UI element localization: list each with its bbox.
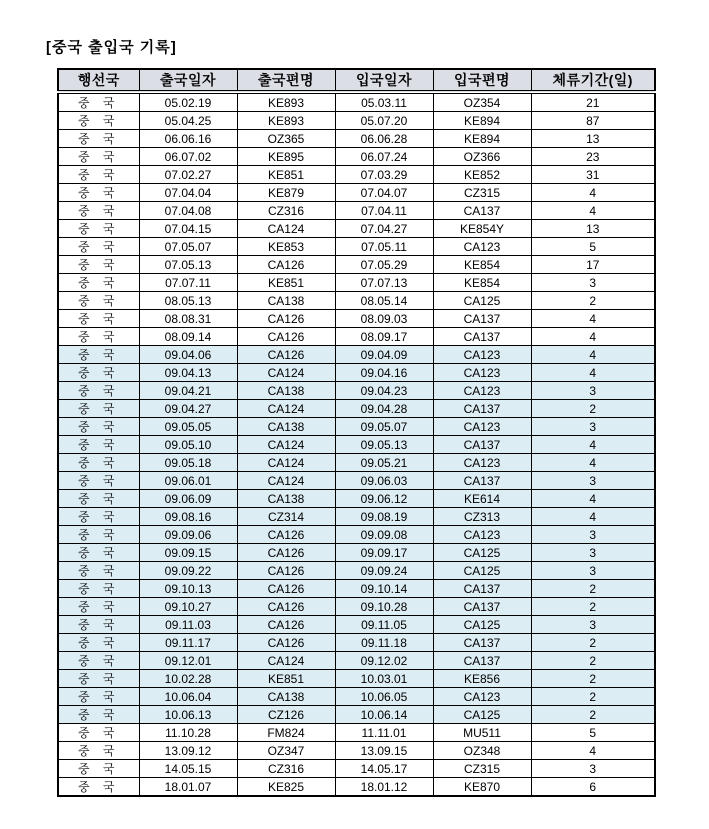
cell-stay-days: 31 [531, 166, 655, 184]
cell-depart-flight: KE893 [237, 92, 335, 112]
cell-depart-date: 08.05.13 [139, 292, 237, 310]
column-header-depart_flight: 출국편명 [237, 69, 335, 92]
cell-country: 중 국 [58, 634, 139, 652]
cell-depart-date: 09.05.18 [139, 454, 237, 472]
cell-stay-days: 3 [531, 760, 655, 778]
table-row [58, 256, 655, 274]
cell-country: 중 국 [58, 742, 139, 760]
cell-stay-days: 2 [531, 400, 655, 418]
cell-depart-flight: CA124 [237, 436, 335, 454]
cell-depart-flight: CA126 [237, 634, 335, 652]
cell-country: 중 국 [58, 598, 139, 616]
table-row [58, 670, 655, 688]
cell-depart-date: 09.08.16 [139, 508, 237, 526]
table-row [58, 202, 655, 220]
cell-arrive-flight: CA137 [433, 310, 531, 328]
cell-arrive-flight: CA125 [433, 292, 531, 310]
cell-arrive-date: 06.06.28 [335, 130, 433, 148]
cell-arrive-date: 07.07.13 [335, 274, 433, 292]
cell-depart-date: 18.01.07 [139, 778, 237, 797]
cell-country: 중 국 [58, 688, 139, 706]
cell-country: 중 국 [58, 472, 139, 490]
cell-stay-days: 4 [531, 508, 655, 526]
cell-arrive-flight: CA137 [433, 328, 531, 346]
cell-depart-flight: KE851 [237, 670, 335, 688]
cell-arrive-date: 06.07.24 [335, 148, 433, 166]
cell-arrive-flight: CA137 [433, 652, 531, 670]
cell-arrive-date: 09.10.14 [335, 580, 433, 598]
cell-arrive-flight: CA123 [433, 454, 531, 472]
cell-stay-days: 4 [531, 364, 655, 382]
table-row [58, 130, 655, 148]
cell-stay-days: 4 [531, 490, 655, 508]
cell-stay-days: 2 [531, 580, 655, 598]
cell-arrive-flight: CZ315 [433, 184, 531, 202]
cell-stay-days: 4 [531, 310, 655, 328]
cell-depart-flight: CA126 [237, 616, 335, 634]
cell-depart-flight: CA124 [237, 652, 335, 670]
cell-arrive-date: 10.06.05 [335, 688, 433, 706]
cell-arrive-date: 08.09.03 [335, 310, 433, 328]
cell-arrive-date: 09.05.07 [335, 418, 433, 436]
cell-country: 중 국 [58, 328, 139, 346]
table-row [58, 166, 655, 184]
cell-depart-date: 05.02.19 [139, 92, 237, 112]
cell-depart-flight: CA126 [237, 256, 335, 274]
cell-depart-flight: CA126 [237, 526, 335, 544]
cell-arrive-flight: KE870 [433, 778, 531, 797]
cell-country: 중 국 [58, 670, 139, 688]
cell-arrive-flight: CA123 [433, 238, 531, 256]
cell-stay-days: 2 [531, 652, 655, 670]
table-row [58, 526, 655, 544]
cell-arrive-date: 09.11.05 [335, 616, 433, 634]
cell-country: 중 국 [58, 418, 139, 436]
cell-arrive-date: 09.09.17 [335, 544, 433, 562]
table-row [58, 148, 655, 166]
cell-arrive-date: 07.03.29 [335, 166, 433, 184]
cell-depart-flight: CA126 [237, 328, 335, 346]
cell-depart-date: 06.07.02 [139, 148, 237, 166]
cell-stay-days: 3 [531, 616, 655, 634]
cell-arrive-date: 09.06.12 [335, 490, 433, 508]
cell-stay-days: 4 [531, 346, 655, 364]
cell-depart-date: 09.12.01 [139, 652, 237, 670]
cell-depart-flight: KE879 [237, 184, 335, 202]
cell-stay-days: 3 [531, 472, 655, 490]
cell-depart-flight: CA126 [237, 346, 335, 364]
travel-records-table [57, 68, 656, 797]
cell-country: 중 국 [58, 508, 139, 526]
cell-depart-date: 06.06.16 [139, 130, 237, 148]
table-row [58, 580, 655, 598]
table-row [58, 742, 655, 760]
cell-depart-date: 10.02.28 [139, 670, 237, 688]
table-row [58, 310, 655, 328]
cell-depart-flight: KE853 [237, 238, 335, 256]
cell-arrive-flight: KE854 [433, 256, 531, 274]
table-row [58, 112, 655, 130]
cell-depart-date: 05.04.25 [139, 112, 237, 130]
cell-stay-days: 3 [531, 526, 655, 544]
cell-country: 중 국 [58, 724, 139, 742]
cell-arrive-flight: CA137 [433, 580, 531, 598]
cell-arrive-flight: KE894 [433, 130, 531, 148]
cell-depart-flight: CA124 [237, 472, 335, 490]
cell-arrive-date: 14.05.17 [335, 760, 433, 778]
cell-country: 중 국 [58, 202, 139, 220]
cell-arrive-date: 08.09.17 [335, 328, 433, 346]
cell-depart-date: 09.10.27 [139, 598, 237, 616]
cell-arrive-flight: KE854 [433, 274, 531, 292]
cell-depart-date: 09.11.03 [139, 616, 237, 634]
cell-depart-flight: CA138 [237, 418, 335, 436]
cell-depart-flight: CA126 [237, 562, 335, 580]
column-header-arrive_date: 입국일자 [335, 69, 433, 92]
cell-depart-date: 09.11.17 [139, 634, 237, 652]
cell-depart-flight: CA126 [237, 544, 335, 562]
cell-arrive-flight: OZ348 [433, 742, 531, 760]
cell-depart-date: 09.04.13 [139, 364, 237, 382]
cell-depart-flight: CA138 [237, 292, 335, 310]
cell-country: 중 국 [58, 220, 139, 238]
cell-country: 중 국 [58, 112, 139, 130]
cell-depart-date: 09.09.06 [139, 526, 237, 544]
cell-arrive-date: 07.05.29 [335, 256, 433, 274]
cell-depart-flight: CA124 [237, 454, 335, 472]
cell-depart-date: 07.04.04 [139, 184, 237, 202]
table-row [58, 652, 655, 670]
cell-arrive-date: 07.04.27 [335, 220, 433, 238]
table-row [58, 418, 655, 436]
column-header-stay_days: 체류기간(일) [531, 69, 655, 92]
cell-arrive-flight: CA123 [433, 418, 531, 436]
table-header-row [58, 69, 655, 92]
cell-arrive-date: 09.04.28 [335, 400, 433, 418]
cell-country: 중 국 [58, 130, 139, 148]
cell-depart-flight: CA126 [237, 580, 335, 598]
table-body [58, 92, 655, 796]
cell-country: 중 국 [58, 184, 139, 202]
cell-stay-days: 2 [531, 688, 655, 706]
cell-country: 중 국 [58, 382, 139, 400]
cell-arrive-flight: KE614 [433, 490, 531, 508]
table-row [58, 472, 655, 490]
cell-depart-date: 07.07.11 [139, 274, 237, 292]
table-row [58, 724, 655, 742]
cell-stay-days: 2 [531, 598, 655, 616]
cell-arrive-flight: CA137 [433, 598, 531, 616]
cell-stay-days: 13 [531, 130, 655, 148]
cell-arrive-date: 05.07.20 [335, 112, 433, 130]
cell-country: 중 국 [58, 166, 139, 184]
cell-depart-flight: CZ316 [237, 202, 335, 220]
cell-depart-date: 07.02.27 [139, 166, 237, 184]
table-row [58, 760, 655, 778]
cell-stay-days: 4 [531, 202, 655, 220]
column-header-arrive_flight: 입국편명 [433, 69, 531, 92]
column-header-depart_date: 출국일자 [139, 69, 237, 92]
cell-stay-days: 2 [531, 634, 655, 652]
table-row [58, 346, 655, 364]
cell-stay-days: 3 [531, 562, 655, 580]
cell-depart-date: 09.06.01 [139, 472, 237, 490]
table-row [58, 616, 655, 634]
table-row [58, 92, 655, 112]
cell-depart-date: 08.08.31 [139, 310, 237, 328]
table-row [58, 706, 655, 724]
cell-depart-date: 09.05.10 [139, 436, 237, 454]
cell-arrive-date: 09.10.28 [335, 598, 433, 616]
cell-country: 중 국 [58, 346, 139, 364]
cell-stay-days: 3 [531, 544, 655, 562]
cell-arrive-flight: CA123 [433, 382, 531, 400]
cell-stay-days: 2 [531, 706, 655, 724]
cell-depart-date: 13.09.12 [139, 742, 237, 760]
cell-country: 중 국 [58, 92, 139, 112]
table-row [58, 634, 655, 652]
cell-country: 중 국 [58, 292, 139, 310]
cell-stay-days: 5 [531, 724, 655, 742]
cell-arrive-flight: CA125 [433, 706, 531, 724]
cell-stay-days: 21 [531, 92, 655, 112]
table-row [58, 454, 655, 472]
cell-arrive-date: 09.08.19 [335, 508, 433, 526]
page-title: [중국 출입국 기록] [46, 39, 177, 56]
cell-arrive-flight: CA137 [433, 202, 531, 220]
table-row [58, 292, 655, 310]
cell-depart-flight: CA138 [237, 382, 335, 400]
table-row [58, 184, 655, 202]
cell-depart-flight: CZ314 [237, 508, 335, 526]
cell-arrive-date: 09.04.09 [335, 346, 433, 364]
cell-country: 중 국 [58, 760, 139, 778]
table-row [58, 544, 655, 562]
cell-arrive-flight: KE854Y [433, 220, 531, 238]
cell-arrive-flight: CA137 [433, 634, 531, 652]
cell-arrive-flight: CA137 [433, 472, 531, 490]
cell-depart-flight: CA124 [237, 364, 335, 382]
cell-country: 중 국 [58, 490, 139, 508]
cell-depart-flight: OZ365 [237, 130, 335, 148]
cell-arrive-date: 08.05.14 [335, 292, 433, 310]
cell-stay-days: 2 [531, 292, 655, 310]
cell-arrive-flight: CA125 [433, 616, 531, 634]
cell-stay-days: 13 [531, 220, 655, 238]
cell-depart-date: 09.04.27 [139, 400, 237, 418]
cell-arrive-date: 07.05.11 [335, 238, 433, 256]
cell-depart-date: 08.09.14 [139, 328, 237, 346]
cell-arrive-flight: CA137 [433, 400, 531, 418]
cell-arrive-date: 18.01.12 [335, 778, 433, 797]
cell-depart-flight: CA126 [237, 598, 335, 616]
cell-country: 중 국 [58, 526, 139, 544]
cell-country: 중 국 [58, 616, 139, 634]
cell-depart-date: 09.04.21 [139, 382, 237, 400]
cell-arrive-flight: KE852 [433, 166, 531, 184]
cell-depart-flight: KE825 [237, 778, 335, 797]
cell-depart-date: 09.10.13 [139, 580, 237, 598]
cell-country: 중 국 [58, 778, 139, 797]
cell-arrive-date: 10.03.01 [335, 670, 433, 688]
cell-arrive-date: 09.09.08 [335, 526, 433, 544]
cell-country: 중 국 [58, 274, 139, 292]
cell-depart-flight: CA124 [237, 220, 335, 238]
table-row [58, 490, 655, 508]
column-header-country: 행선국 [58, 69, 139, 92]
cell-arrive-flight: KE856 [433, 670, 531, 688]
cell-arrive-date: 09.04.23 [335, 382, 433, 400]
cell-stay-days: 4 [531, 328, 655, 346]
cell-depart-date: 11.10.28 [139, 724, 237, 742]
table-row [58, 598, 655, 616]
cell-depart-flight: KE851 [237, 274, 335, 292]
cell-arrive-date: 09.06.03 [335, 472, 433, 490]
cell-arrive-flight: CA123 [433, 364, 531, 382]
cell-depart-date: 09.06.09 [139, 490, 237, 508]
cell-country: 중 국 [58, 364, 139, 382]
cell-depart-flight: CA124 [237, 400, 335, 418]
cell-country: 중 국 [58, 310, 139, 328]
cell-arrive-flight: KE894 [433, 112, 531, 130]
cell-depart-flight: CZ126 [237, 706, 335, 724]
cell-stay-days: 4 [531, 454, 655, 472]
cell-arrive-flight: MU511 [433, 724, 531, 742]
cell-depart-flight: FM824 [237, 724, 335, 742]
cell-arrive-date: 09.09.24 [335, 562, 433, 580]
cell-depart-flight: KE851 [237, 166, 335, 184]
cell-arrive-date: 05.03.11 [335, 92, 433, 112]
cell-stay-days: 4 [531, 184, 655, 202]
table-row [58, 778, 655, 797]
cell-country: 중 국 [58, 454, 139, 472]
cell-arrive-date: 09.11.18 [335, 634, 433, 652]
table-row [58, 220, 655, 238]
table-row [58, 238, 655, 256]
cell-country: 중 국 [58, 544, 139, 562]
cell-depart-date: 09.04.06 [139, 346, 237, 364]
cell-arrive-flight: CA125 [433, 544, 531, 562]
cell-country: 중 국 [58, 256, 139, 274]
cell-stay-days: 4 [531, 742, 655, 760]
cell-arrive-date: 07.04.07 [335, 184, 433, 202]
table-row [58, 328, 655, 346]
cell-arrive-date: 13.09.15 [335, 742, 433, 760]
cell-depart-flight: KE893 [237, 112, 335, 130]
table-row [58, 508, 655, 526]
cell-arrive-flight: CA123 [433, 688, 531, 706]
cell-stay-days: 3 [531, 274, 655, 292]
cell-arrive-date: 09.04.16 [335, 364, 433, 382]
cell-depart-date: 10.06.04 [139, 688, 237, 706]
cell-stay-days: 17 [531, 256, 655, 274]
cell-arrive-flight: CZ315 [433, 760, 531, 778]
cell-arrive-flight: CA137 [433, 436, 531, 454]
table-row [58, 364, 655, 382]
cell-depart-flight: KE895 [237, 148, 335, 166]
cell-country: 중 국 [58, 436, 139, 454]
cell-depart-date: 07.04.15 [139, 220, 237, 238]
table-header [58, 69, 655, 92]
cell-arrive-flight: CA123 [433, 346, 531, 364]
cell-depart-date: 07.05.13 [139, 256, 237, 274]
cell-depart-flight: OZ347 [237, 742, 335, 760]
cell-arrive-date: 09.05.21 [335, 454, 433, 472]
cell-arrive-flight: CA123 [433, 526, 531, 544]
cell-depart-flight: CA138 [237, 490, 335, 508]
cell-stay-days: 3 [531, 418, 655, 436]
cell-arrive-flight: CA125 [433, 562, 531, 580]
cell-country: 중 국 [58, 580, 139, 598]
table-row [58, 382, 655, 400]
cell-depart-date: 07.05.07 [139, 238, 237, 256]
cell-stay-days: 2 [531, 670, 655, 688]
table-row [58, 274, 655, 292]
cell-depart-date: 14.05.15 [139, 760, 237, 778]
cell-arrive-date: 07.04.11 [335, 202, 433, 220]
cell-arrive-date: 09.12.02 [335, 652, 433, 670]
cell-country: 중 국 [58, 148, 139, 166]
cell-depart-flight: CZ316 [237, 760, 335, 778]
cell-depart-date: 07.04.08 [139, 202, 237, 220]
cell-country: 중 국 [58, 400, 139, 418]
cell-arrive-flight: CZ313 [433, 508, 531, 526]
cell-country: 중 국 [58, 562, 139, 580]
cell-stay-days: 6 [531, 778, 655, 797]
table-row [58, 688, 655, 706]
cell-arrive-date: 11.11.01 [335, 724, 433, 742]
cell-depart-date: 09.09.22 [139, 562, 237, 580]
cell-arrive-date: 10.06.14 [335, 706, 433, 724]
cell-country: 중 국 [58, 706, 139, 724]
cell-arrive-flight: OZ354 [433, 92, 531, 112]
cell-stay-days: 4 [531, 436, 655, 454]
table-row [58, 562, 655, 580]
table-row [58, 436, 655, 454]
cell-depart-flight: CA126 [237, 310, 335, 328]
cell-depart-date: 10.06.13 [139, 706, 237, 724]
cell-arrive-date: 09.05.13 [335, 436, 433, 454]
cell-stay-days: 5 [531, 238, 655, 256]
cell-arrive-flight: OZ366 [433, 148, 531, 166]
cell-depart-date: 09.05.05 [139, 418, 237, 436]
cell-stay-days: 3 [531, 382, 655, 400]
cell-stay-days: 87 [531, 112, 655, 130]
cell-depart-date: 09.09.15 [139, 544, 237, 562]
cell-country: 중 국 [58, 652, 139, 670]
cell-country: 중 국 [58, 238, 139, 256]
table-row [58, 400, 655, 418]
cell-depart-flight: CA138 [237, 688, 335, 706]
cell-stay-days: 23 [531, 148, 655, 166]
